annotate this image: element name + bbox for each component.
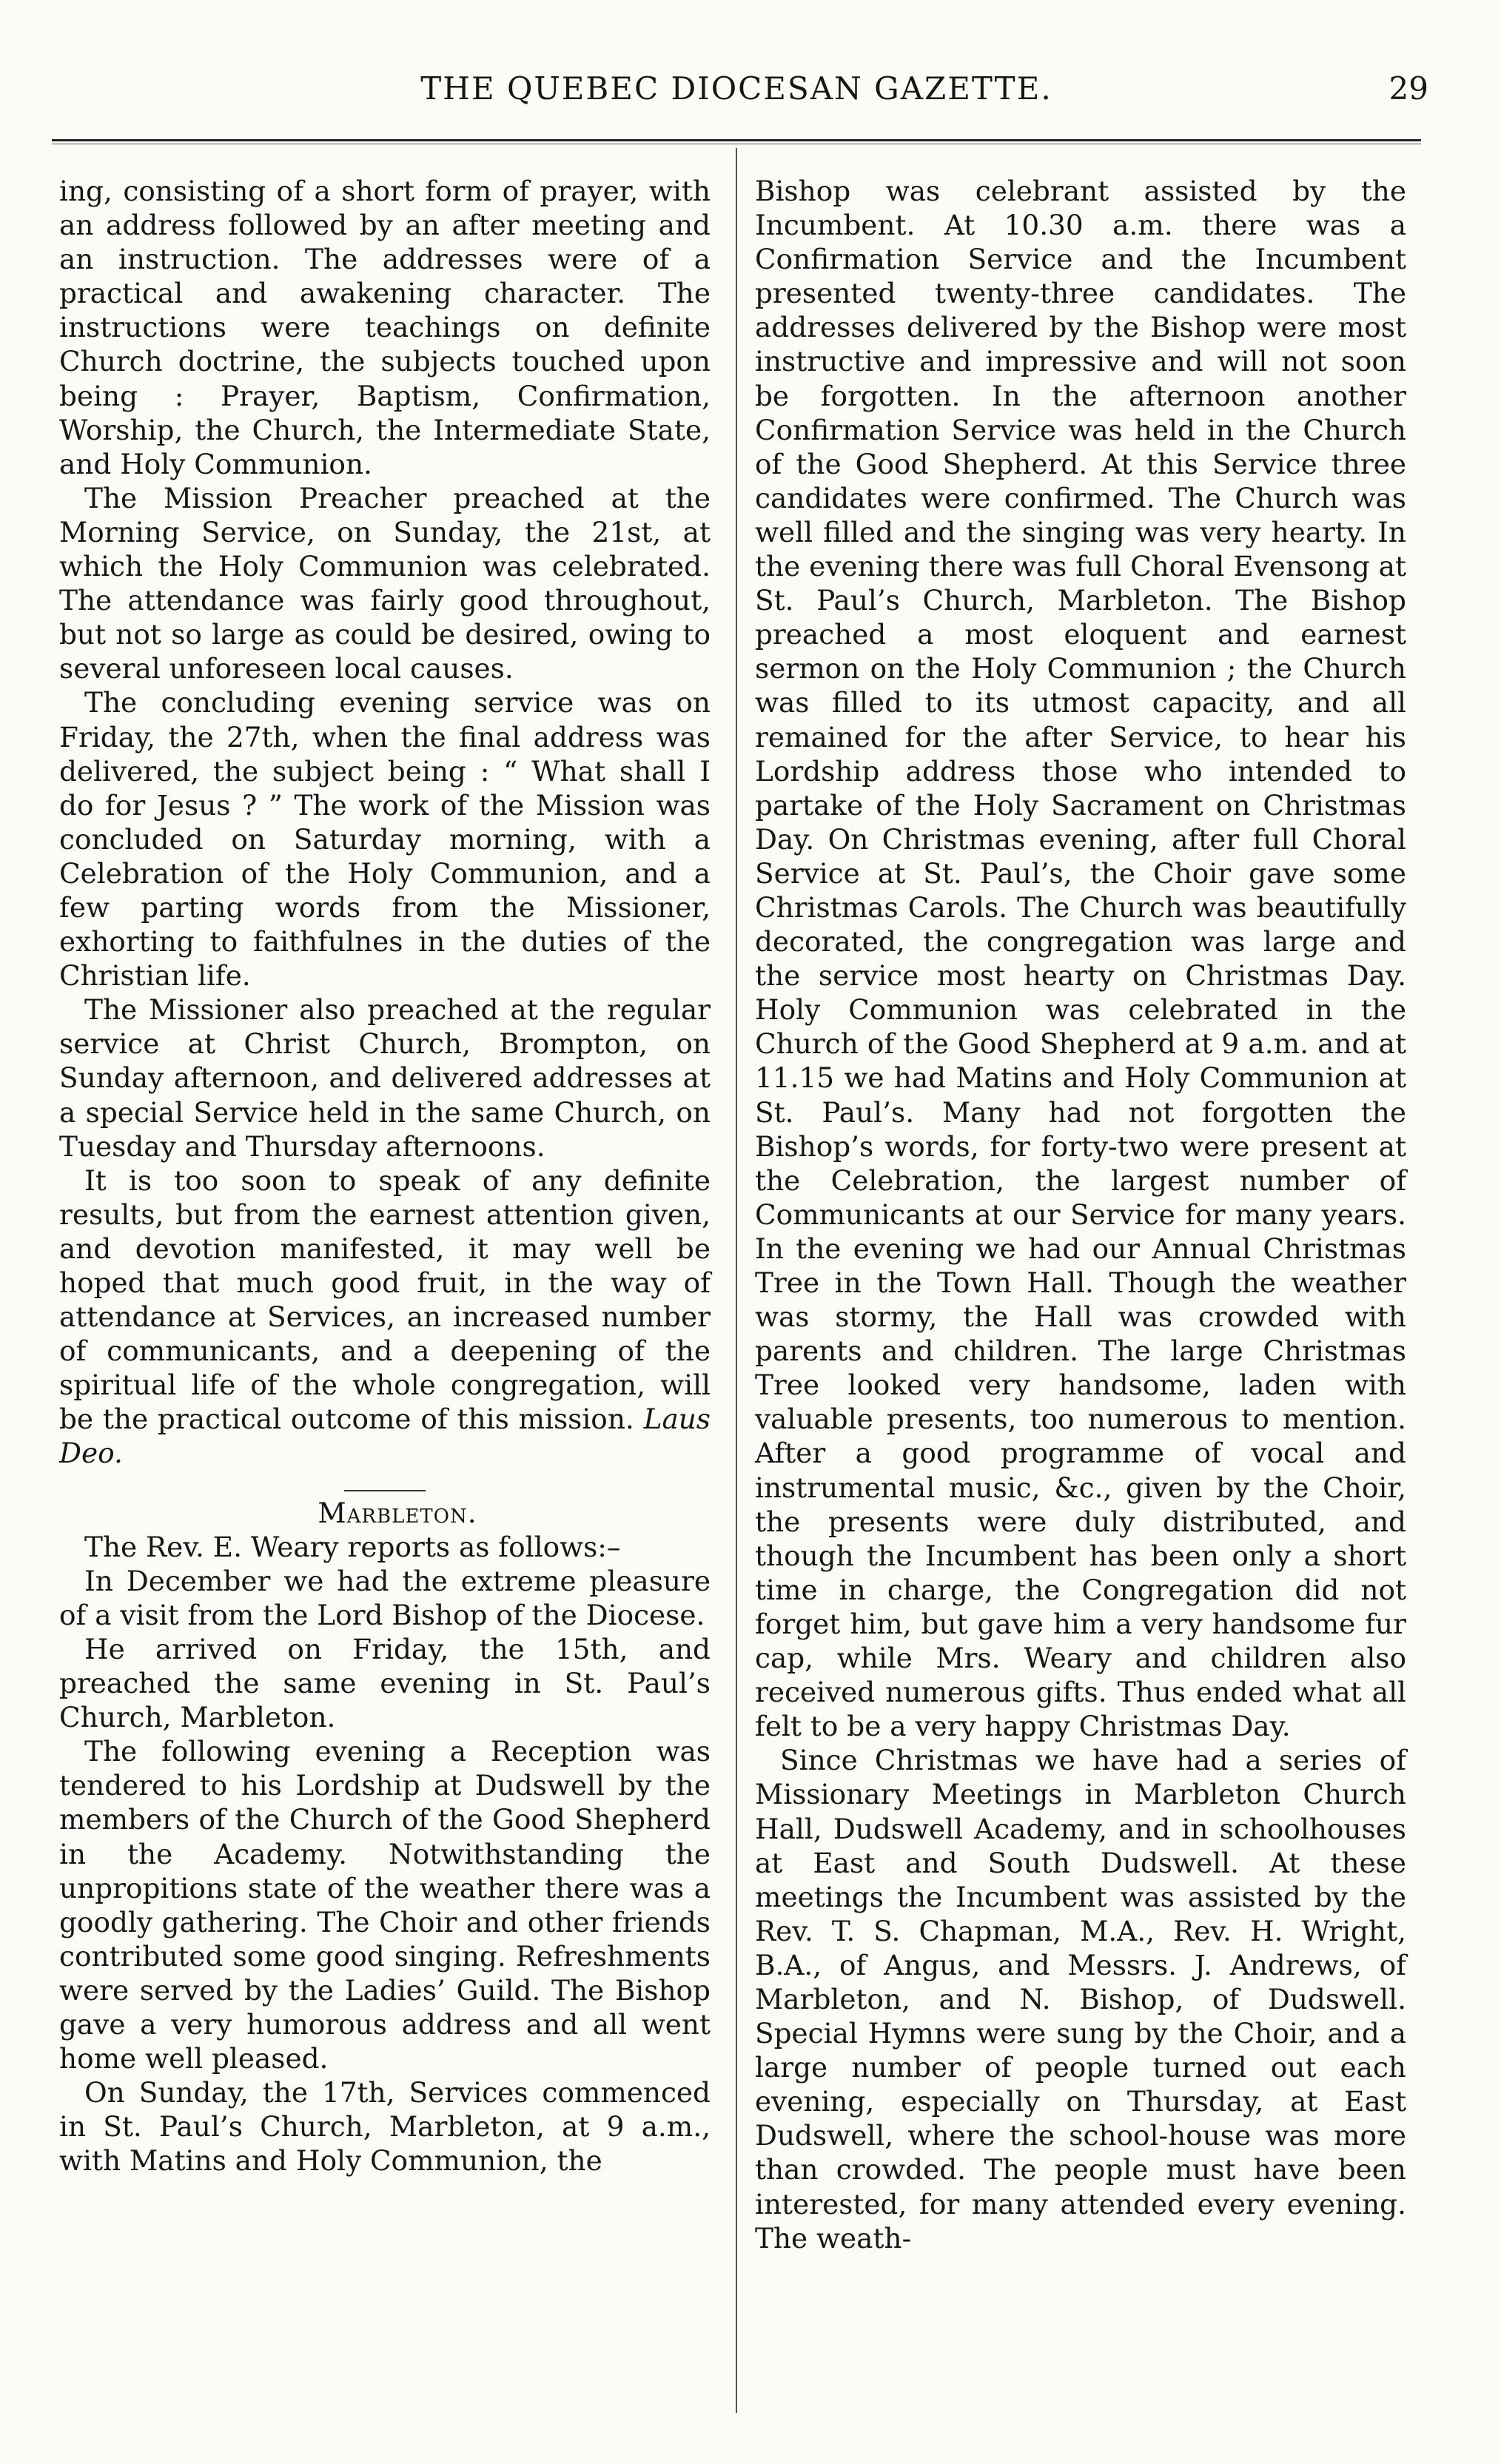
header-rule bbox=[52, 139, 1421, 144]
paragraph: The Missioner also preached at the regular service at Christ Church, Brompton, on Sunday afternoon, and delivered addresses at a special Service held in the same Church, on Tuesday and Thursday afternoons. bbox=[59, 993, 711, 1163]
section-heading: Marbleton. bbox=[318, 1496, 477, 1529]
section-divider bbox=[344, 1490, 426, 1491]
page-number: 29 bbox=[1388, 70, 1428, 107]
paragraph: ing, consisting of a short form of prayer, with an address followed by an after meeting and an instruction. The addresses were of a practical and awakening character. The instructions were teachings on definite Church doctrine, the subjects touched upon being : Prayer, Baptism, Confirmation, Worship, the Church, the Intermediate State, and Holy Communion. bbox=[59, 175, 711, 480]
paragraph: The Rev. E. Weary reports as follows:– bbox=[84, 1530, 621, 1563]
paragraph: Since Christmas we have had a series of Missionary Meetings in Marbleton Church Hall, Dudswell Academy, and in schoolhouses at East and South Dudswell. At these meetings the Incumbent was assisted by the Rev. T. S. Chapman, M.A., Rev. H. Wright, B.A., of Angus, and Messrs. J. Andrews, of Marbleton, and N. Bishop, of Dudswell. Special Hymns were sung by the Choir, and a large number of people turned out each evening, especially on Thursday, at East Dudswell, where the school-house was more than crowded. The people must have been interested, for many attended every evening. The weath- bbox=[755, 1744, 1406, 2255]
right-column bbox=[755, 174, 1406, 2255]
paragraph: He arrived on Friday, the 15th, and preached the same evening in St. Paul’s Church, Marbleton. bbox=[59, 1632, 711, 1734]
paragraph: On Sunday, the 17th, Services commenced in St. Paul’s Church, Marbleton, at 9 a.m., with Matins and Holy Communion, the bbox=[59, 2076, 711, 2178]
paragraph: In December we had the extreme pleasure of a visit from the Lord Bishop of the Diocese. bbox=[59, 1564, 711, 1631]
paragraph bbox=[59, 1164, 711, 1471]
paragraph: The Mission Preacher preached at the Morning Service, on Sunday, the 21st, at which the Holy Communion was celebrated. The attendance was fairly good throughout, but not so large as could be desired, owing to several unforeseen local causes. bbox=[59, 481, 711, 685]
left-column bbox=[59, 174, 711, 2178]
closing-phrase: Laus Deo. bbox=[59, 1403, 711, 1470]
paragraph: Bishop was celebrant assisted by the Incumbent. At 10.30 a.m. there was a Confirmation Service and the Incumbent presented twenty-three candidates. The addresses delivered by the Bishop were most instructive and impressive and will not soon be forgotten. In the afternoon another Confirmation Service was held in the Church of the Good Shepherd. At this Service three candidates were confirmed. The Church was well filled and the singing was very hearty. In the evening there was full Choral Evensong at St. Paul’s Church, Marbleton. The Bishop preached a most eloquent and earnest sermon on the Holy Communion ; the Church was filled to its utmost capacity, and all remained for the after Service, to hear his Lordship address those who intended to partake of the Holy Sacrament on Christmas Day. On Christmas evening, after full Choral Service at St. Paul’s, the Choir gave some Christmas Carols. The Church was beautifully decorated, the congregation was large and the service most hearty on Christmas Day. Holy Communion was celebrated in the Church of the Good Shepherd at 9 a.m. and at 11.15 we had Matins and Holy Communion at St. Paul’s. Many had not forgotten the Bishop’s words, for forty-two were present at the Celebration, the largest number of Communicants at our Service for many years. In the evening we had our Annual Christmas Tree in the Town Hall. Though the weather was stormy, the Hall was crowded with parents and children. The large Christmas Tree looked very handsome, laden with valuable presents, too numerous to mention. After a good programme of vocal and instrumental music, &c., given by the Choir, the presents were duly distributed, and though the Incumbent has been only a short time in charge, the Congregation did not forget him, but gave him a very handsome fur cap, while Mrs. Weary and children also received numerous gifts. Thus ended what all felt to be a very happy Christmas Day. bbox=[755, 175, 1406, 1743]
paragraph: The following evening a Reception was tendered to his Lordship at Dudswell by the members of the Church of the Good Shepherd in the Academy. Notwithstanding the unpropitions state of the weather there was a goodly gathering. The Choir and other friends contributed some good singing. Refreshments were served by the Ladies’ Guild. The Bishop gave a very humorous address and all went home well pleased. bbox=[59, 1735, 711, 2075]
paragraph: The concluding evening service was on Friday, the 27th, when the final address was delivered, the subject being : “ What shall I do for Jesus ? ” The work of the Mission was concluded on Saturday morning, with a Celebration of the Holy Communion, and a few parting words from the Missioner, exhorting to faithfulnes in the duties of the Christian life. bbox=[59, 686, 711, 993]
publication-title: THE QUEBEC DIOCESAN GAZETTE. bbox=[420, 70, 1052, 107]
column-divider bbox=[736, 148, 737, 2413]
page-header bbox=[44, 70, 1428, 115]
paragraph-text: It is too soon to speak of any definite results, but from the earnest attention given, and devotion manifested, it may well be hoped that much good fruit, in the way of attendance at Services, an increased number of communicants, and a deepening of the spiritual life of the whole congregation, will be the practical outcome of this mission. bbox=[59, 1164, 711, 1436]
